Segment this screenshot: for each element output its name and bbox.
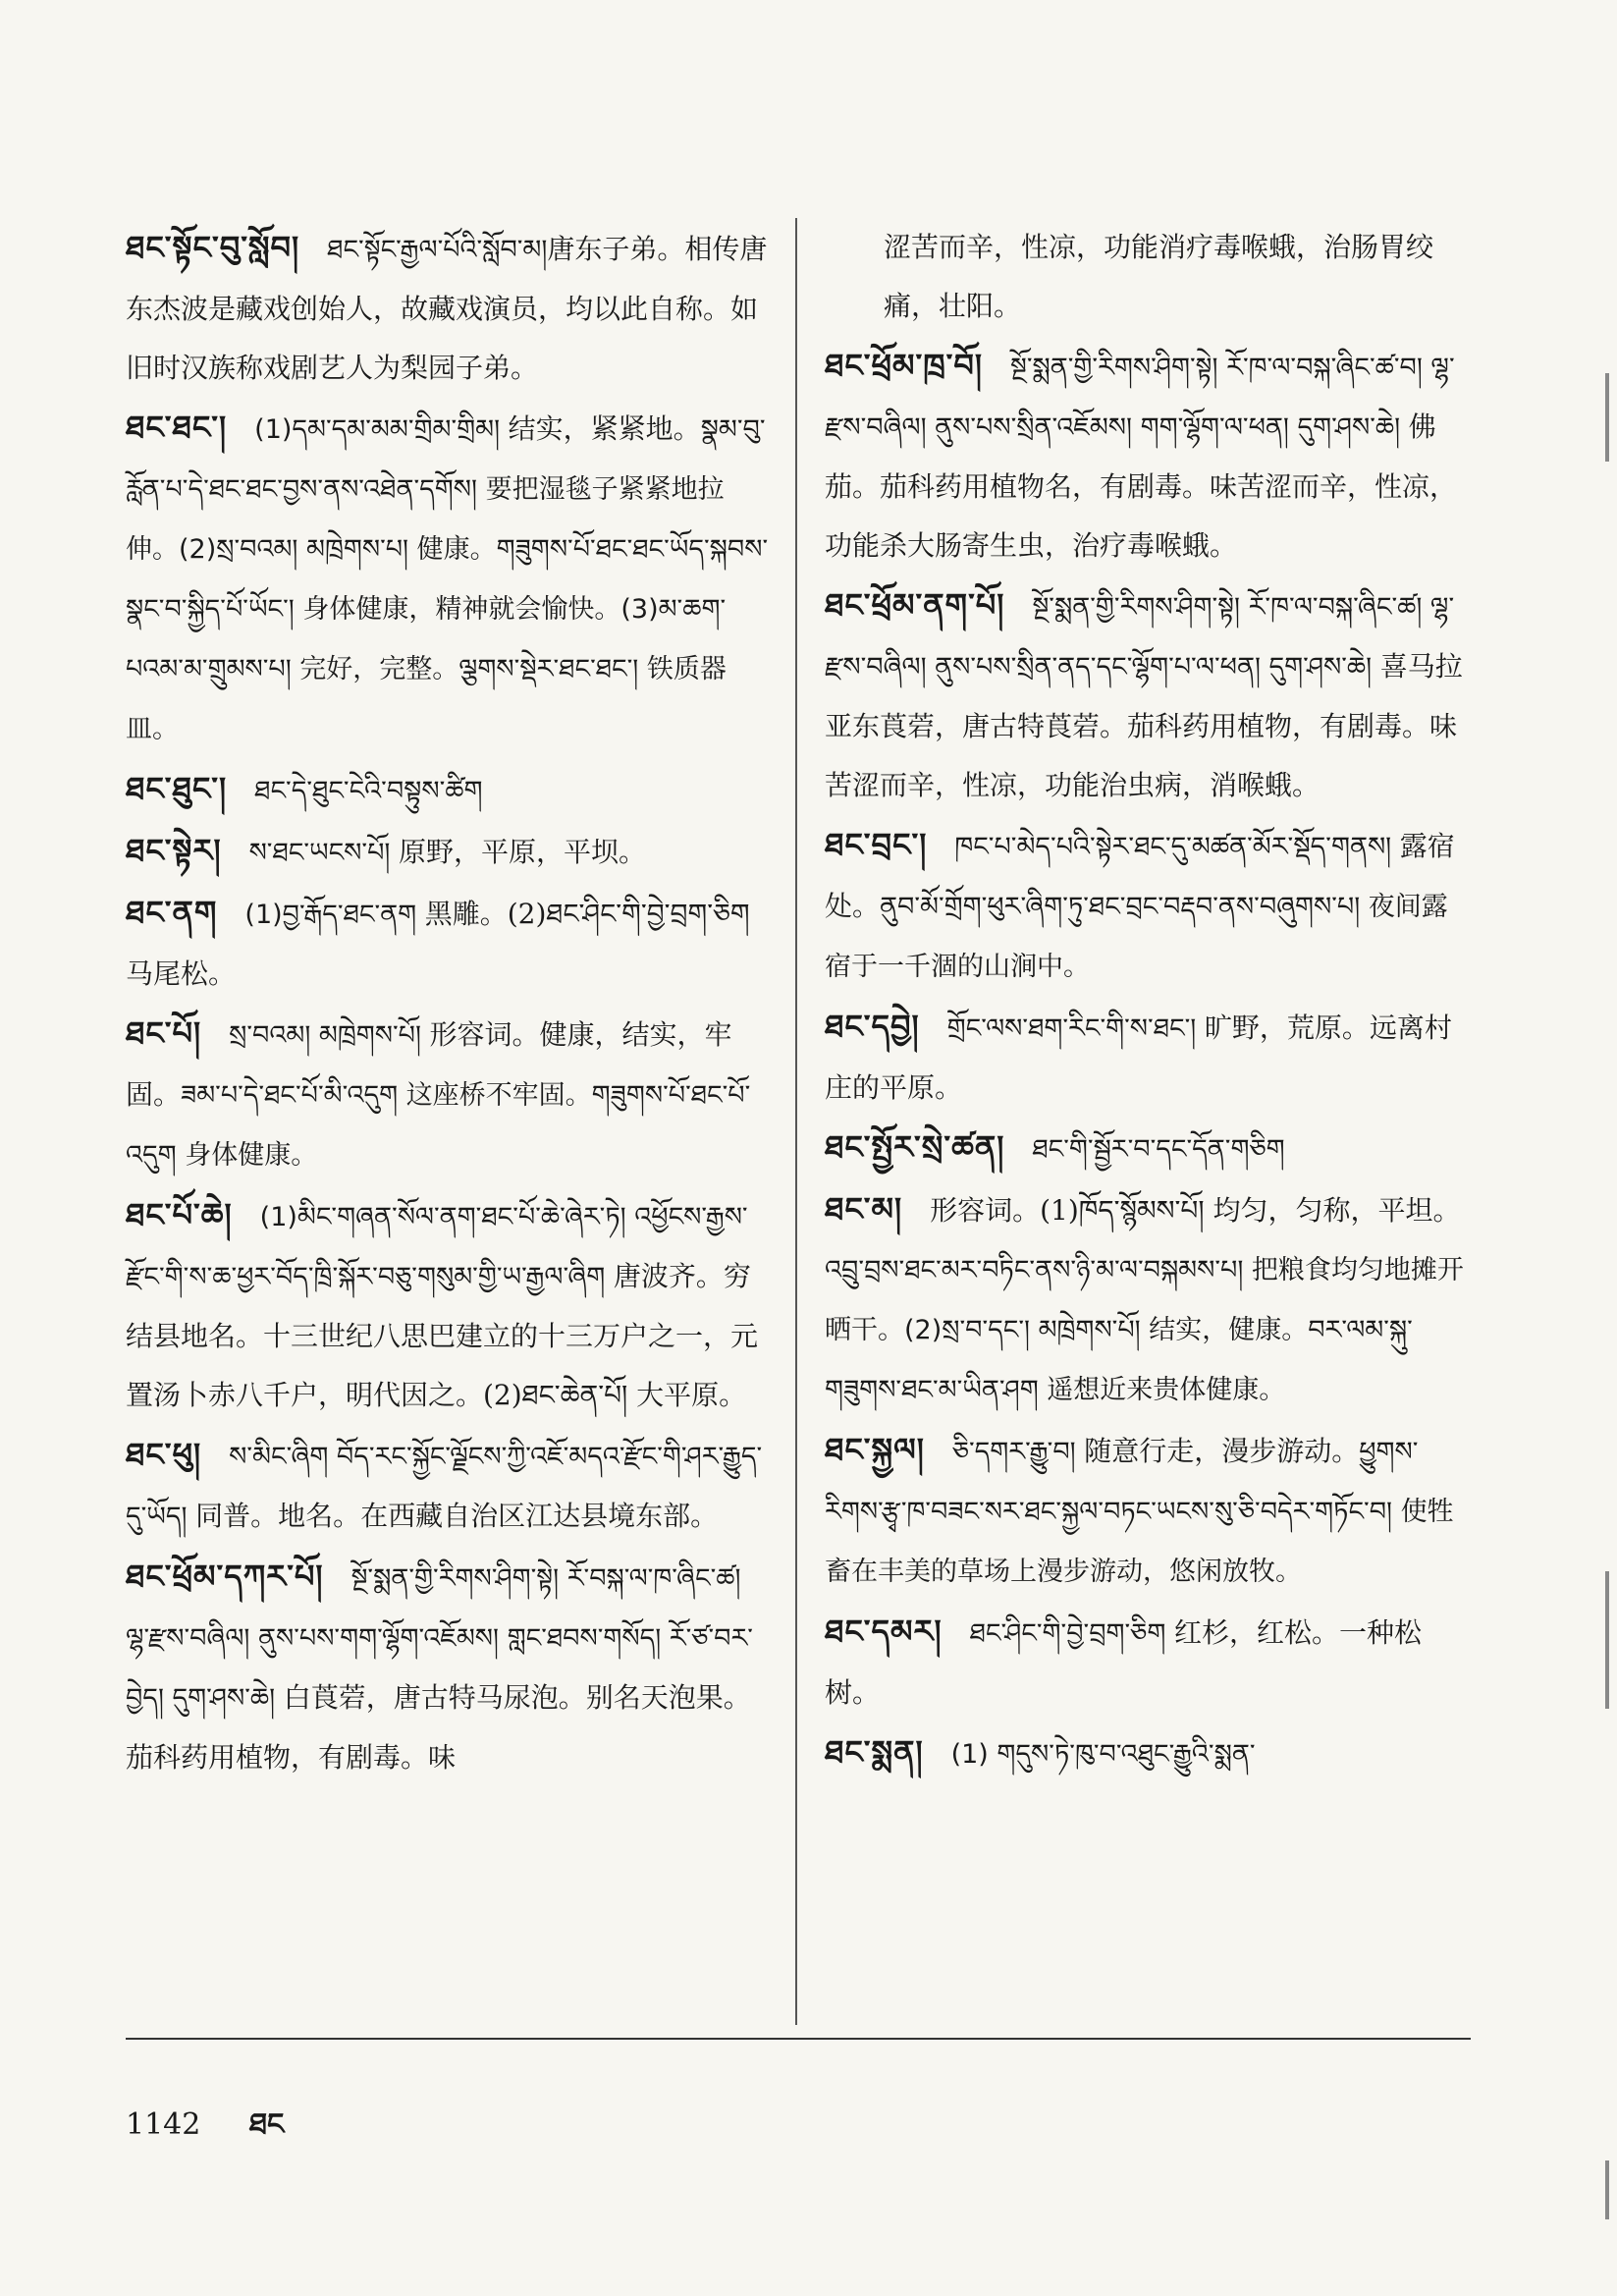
dictionary-entry (825, 218, 1468, 336)
chinese-definition: 佛茄。茄科药用植物名，有剧毒。味苦涩而辛，性凉，功能杀大肠寄生虫，治疗毒喉蛾。 (825, 410, 1458, 562)
entry-headword: ཐང་དབྱེ། (825, 1008, 920, 1045)
dictionary-entry (126, 883, 769, 1004)
chinese-definition: 白莨菪，唐古特马尿泡。别名天泡果。茄科药用植物，有剧毒。味 (126, 1681, 751, 1774)
running-head: ཐང (248, 2107, 285, 2142)
chinese-definition: 唐波齐。穷结县地名。十三世纪八思巴建立的十三万户之一，元置汤卜赤八千户，明代因之。(2)ཐང་ཆེན་པོ། 大平原。 (126, 1260, 759, 1411)
chinese-definition: 结实，紧紧地。 (508, 412, 701, 445)
chinese-definition: 旷野，荒原。远离村庄的平原。 (825, 1011, 1452, 1104)
chinese-definition: 红杉，红松。一种松树。 (825, 1616, 1422, 1709)
entry-headword: ཐང་སྟེར། (126, 832, 222, 869)
dictionary-entry (825, 1118, 1468, 1179)
dictionary-entry (825, 815, 1468, 997)
dictionary-entry (126, 1185, 769, 1425)
usage-example: སྣམ་བུ་རློན་པ་དེ་ཐང་ཐང་བྱས་ནས་འཐེན་དགོས། 要把湿毯子紧紧地拉伸。(2)སྲ་བའམ། མཁྲེགས་པ། 健康。གཟུགས་པོ་ཐང་ཐང་ཡོད་སྐབས་སྣང་བ་སྐྱིད་པོ་ཡོང་། 身体健康，精神就会愉快。(3)མ་ཆག་པའམ་མ་གྲུམས་པ། 完好，完整。ལྕགས་སྡེར་ཐང་ཐང་། 铁质器皿。 (126, 414, 769, 744)
footer-rule (126, 2038, 1471, 2040)
tibetan-definition: སྔོ་སྨན་གྱི་རིགས་ཤིག་སྟེ། རོ་བསྐ་ལ་ཁ་ཞིང་ཚ། ལྷ་རྫས་བཞིལ། ནུས་པས་གག་ལྷོག་འཇོམས། གླང་ཐབས་གསོད། རོ་ཙ་བར་བྱེད། དུག་ཤས་ཆེ། (126, 1563, 753, 1714)
tibetan-definition: ཐང་ཤིང་གི་བྱེ་བྲག་ཅིག (969, 1618, 1174, 1649)
tibetan-definition: གྲོང་ལས་ཐག་རིང་གི་ས་ཐང་། (946, 1013, 1205, 1044)
chinese-definition: 形容词。健康，结实，牢固。 (126, 1018, 732, 1111)
entry-headword: ཐང་ཕུ། (126, 1436, 202, 1473)
entry-headword: ཐང་ཕྲོམ་དཀར་པོ། (126, 1558, 324, 1595)
dictionary-entry (825, 1602, 1468, 1722)
left-column (126, 218, 769, 1787)
entry-headword: ཐང་ཕྲོམ་ཁྲ་བོ། (825, 347, 983, 384)
entry-headword: ཐང་ཐུང་། (126, 770, 228, 807)
tibetan-definition: ཐང་གི་སྦྱོར་བ་དང་དོན་གཅིག (1032, 1134, 1285, 1165)
dictionary-entry (126, 759, 769, 821)
chinese-definition: 唐东子弟。相传唐东杰波是藏戏创始人，故藏戏演员，均以此自称。如旧时汉族称戏剧艺人为梨园子弟。 (126, 233, 768, 384)
tibetan-definition: ས་ཐང་ཡངས་པོ། (248, 838, 399, 868)
chinese-definition: 形容词。(1)ཁོད་སྙོམས་པོ། 均匀，匀称，平坦。 (930, 1194, 1461, 1227)
dictionary-entry (825, 575, 1468, 815)
dictionary-entry (825, 336, 1468, 575)
page-number: 1142 (126, 2107, 201, 2142)
tibetan-definition: (1)བྱ་རྒོད་ཐང་ནག (244, 900, 425, 930)
entry-headword: ཐང་ཕྲོམ་ནག་པོ། (825, 586, 1005, 624)
tibetan-definition: (1)མིང་གཞན་སོལ་ནག་ཐང་པོ་ཆེ་ཞེར་ཏེ། འཕྱོངས་རྒྱས་རྫོང་གི་ས་ཆ་ཕྱར་བོད་ཁྲི་སྐོར་བཅུ་གསུམ་གྱི་ཡ་རྒྱལ་ཞིག (126, 1202, 748, 1292)
page-footer (126, 2092, 323, 2174)
dictionary-entry (825, 1179, 1468, 1420)
chinese-definition: 同普。地名。在西藏自治区江达县境东部。 (195, 1500, 719, 1532)
dictionary-entry (126, 1004, 769, 1185)
tibetan-definition: ཅི་དགར་རྒྱུ་བ། (951, 1437, 1085, 1467)
dictionary-entry (126, 821, 769, 883)
dictionary-entry (126, 1547, 769, 1787)
scan-edge-marks (1578, 0, 1617, 2296)
usage-example: འབྲུ་བྲས་ཐང་མར་བཏིང་ནས་ཉི་མ་ལ་བསྐམས་པ། 把粮食均匀地摊开晒干。(2)སྲ་བ་དང་། མཁྲེགས་པོ། 结实，健康。བར་ལམ་སྐུ་གཟུགས་ཐང་མ་ཡིན་ཤག 遥想近来贵体健康。 (825, 1255, 1464, 1405)
tibetan-definition: སྲ་བའམ། མཁྲེགས་པོ། (229, 1020, 430, 1051)
tibetan-definition: ཁང་པ་མེད་པའི་སྟེར་ཐང་དུ་མཚན་མོར་སྡོད་གནས། (954, 832, 1400, 862)
entry-headword: ཐང་སྤྱོར་སྲེ་ཚན། (825, 1128, 1005, 1166)
chinese-definition: 随意行走，漫步游动。 (1084, 1435, 1360, 1467)
dictionary-entry (825, 1420, 1468, 1602)
dictionary-entry (126, 398, 769, 759)
entry-headword: ཐང་སྨན། (825, 1733, 924, 1771)
usage-example: ཕྱུགས་རིགས་རྩྭ་ཁ་བཟང་སར་ཐང་སྐྱལ་བཏང་ཡངས་སུ་ཅི་བདེར་གཏོང་བ། 使牲畜在丰美的草场上漫步游动，悠闲放牧。 (825, 1437, 1454, 1587)
dictionary-entry (825, 1722, 1468, 1784)
entry-headword: ཐང་བྲང་། (825, 826, 928, 863)
chinese-definition: 原野，平原，平坝。 (398, 836, 646, 868)
tibetan-definition: ས་མིང་ཞིག བོད་རང་སྐྱོང་ལྗོངས་ཀྱི་འཇོ་མདའ་རྫོང་གི་ཤར་རྒྱུད་དུ་ཡོད། (126, 1442, 763, 1532)
dictionary-entry (126, 1425, 769, 1547)
chinese-definition: 黑雕。(2)ཐང་ཤིང་གི་བྱེ་བྲག་ཅིག 马尾松。 (126, 898, 750, 990)
entry-headword: ཐང་དམར། (825, 1613, 943, 1650)
tibetan-definition: སྔོ་སྨན་གྱི་རིགས་ཤིག་སྟེ། རོ་ཁ་ལ་བསྐ་ཞིང་ཚ། ལྷ་རྫས་བཞིལ། ནུས་པས་སྲིན་ནད་དང་ལྷོག་པ་ལ་ཕན། དུག་ཤས་ཆེ། (825, 592, 1455, 683)
chinese-definition: 喜马拉亚东莨菪，唐古特莨菪。茄科药用植物，有剧毒。味苦涩而辛，性凉，功能治虫病，消喉蛾。 (825, 650, 1463, 801)
entry-headword: ཐང་སྐྱལ། (825, 1431, 925, 1468)
chinese-definition: 露宿处。 (825, 830, 1455, 922)
dictionary-entry (126, 218, 769, 398)
entry-headword: ཐང་པོ། (126, 1014, 202, 1052)
tibetan-definition: ཐང་སྟོང་རྒྱལ་པོའི་སློབ་མ། (327, 235, 548, 265)
usage-example: ཟམ་པ་དེ་ཐང་པོ་མི་འདུག 这座桥不牢固。གཟུགས་པོ་ཐང་པོ་འདུག 身体健康。 (126, 1080, 751, 1171)
entry-headword: ཐང་ནག (126, 894, 218, 931)
column-divider (795, 218, 797, 2025)
right-column (825, 218, 1468, 1784)
tibetan-definition: སྔོ་སྨན་གྱི་རིགས་ཤིག་སྟེ། རོ་ཁ་ལ་བསྐ་ཞིང་ཚ་བ། ལྷ་རྫས་བཞིལ། ནུས་པས་སྲིན་འཇོམས། གག་ལྷོག་ལ་ཕན། དུག་ཤས་ཆེ། (825, 353, 1455, 443)
chinese-definition: 涩苦而辛，性凉，功能消疗毒喉蛾，治肠胃绞痛，壮阳。 (884, 231, 1434, 322)
entry-headword: ཐང་ཐང་། (126, 409, 228, 446)
tibetan-definition: (1)དམ་དམ་མམ་གྲིམ་གྲིམ། (254, 414, 509, 445)
tibetan-definition: ཐང་དེ་ཐུང་ངེའི་བསྟུས་ཚིག (254, 776, 483, 806)
entry-headword: ཐང་པོ་ཆེ། (126, 1196, 233, 1233)
tibetan-definition: (1) གདུས་ཏེ་ཁུ་བ་འཐུང་རྒྱུའི་སྨན་ (950, 1739, 1256, 1770)
usage-example: ནུབ་མོ་གྲོག་ཕུར་ཞིག་ཏུ་ཐང་བྲང་བརྡབ་ནས་བཞུགས་པ། 夜间露宿于一千涸的山涧中。 (825, 892, 1448, 982)
entry-headword: ཐང་མ། (825, 1190, 903, 1228)
dictionary-entry (825, 997, 1468, 1118)
entry-headword: ཐང་སྟོང་བུ་སློབ། (126, 229, 300, 266)
